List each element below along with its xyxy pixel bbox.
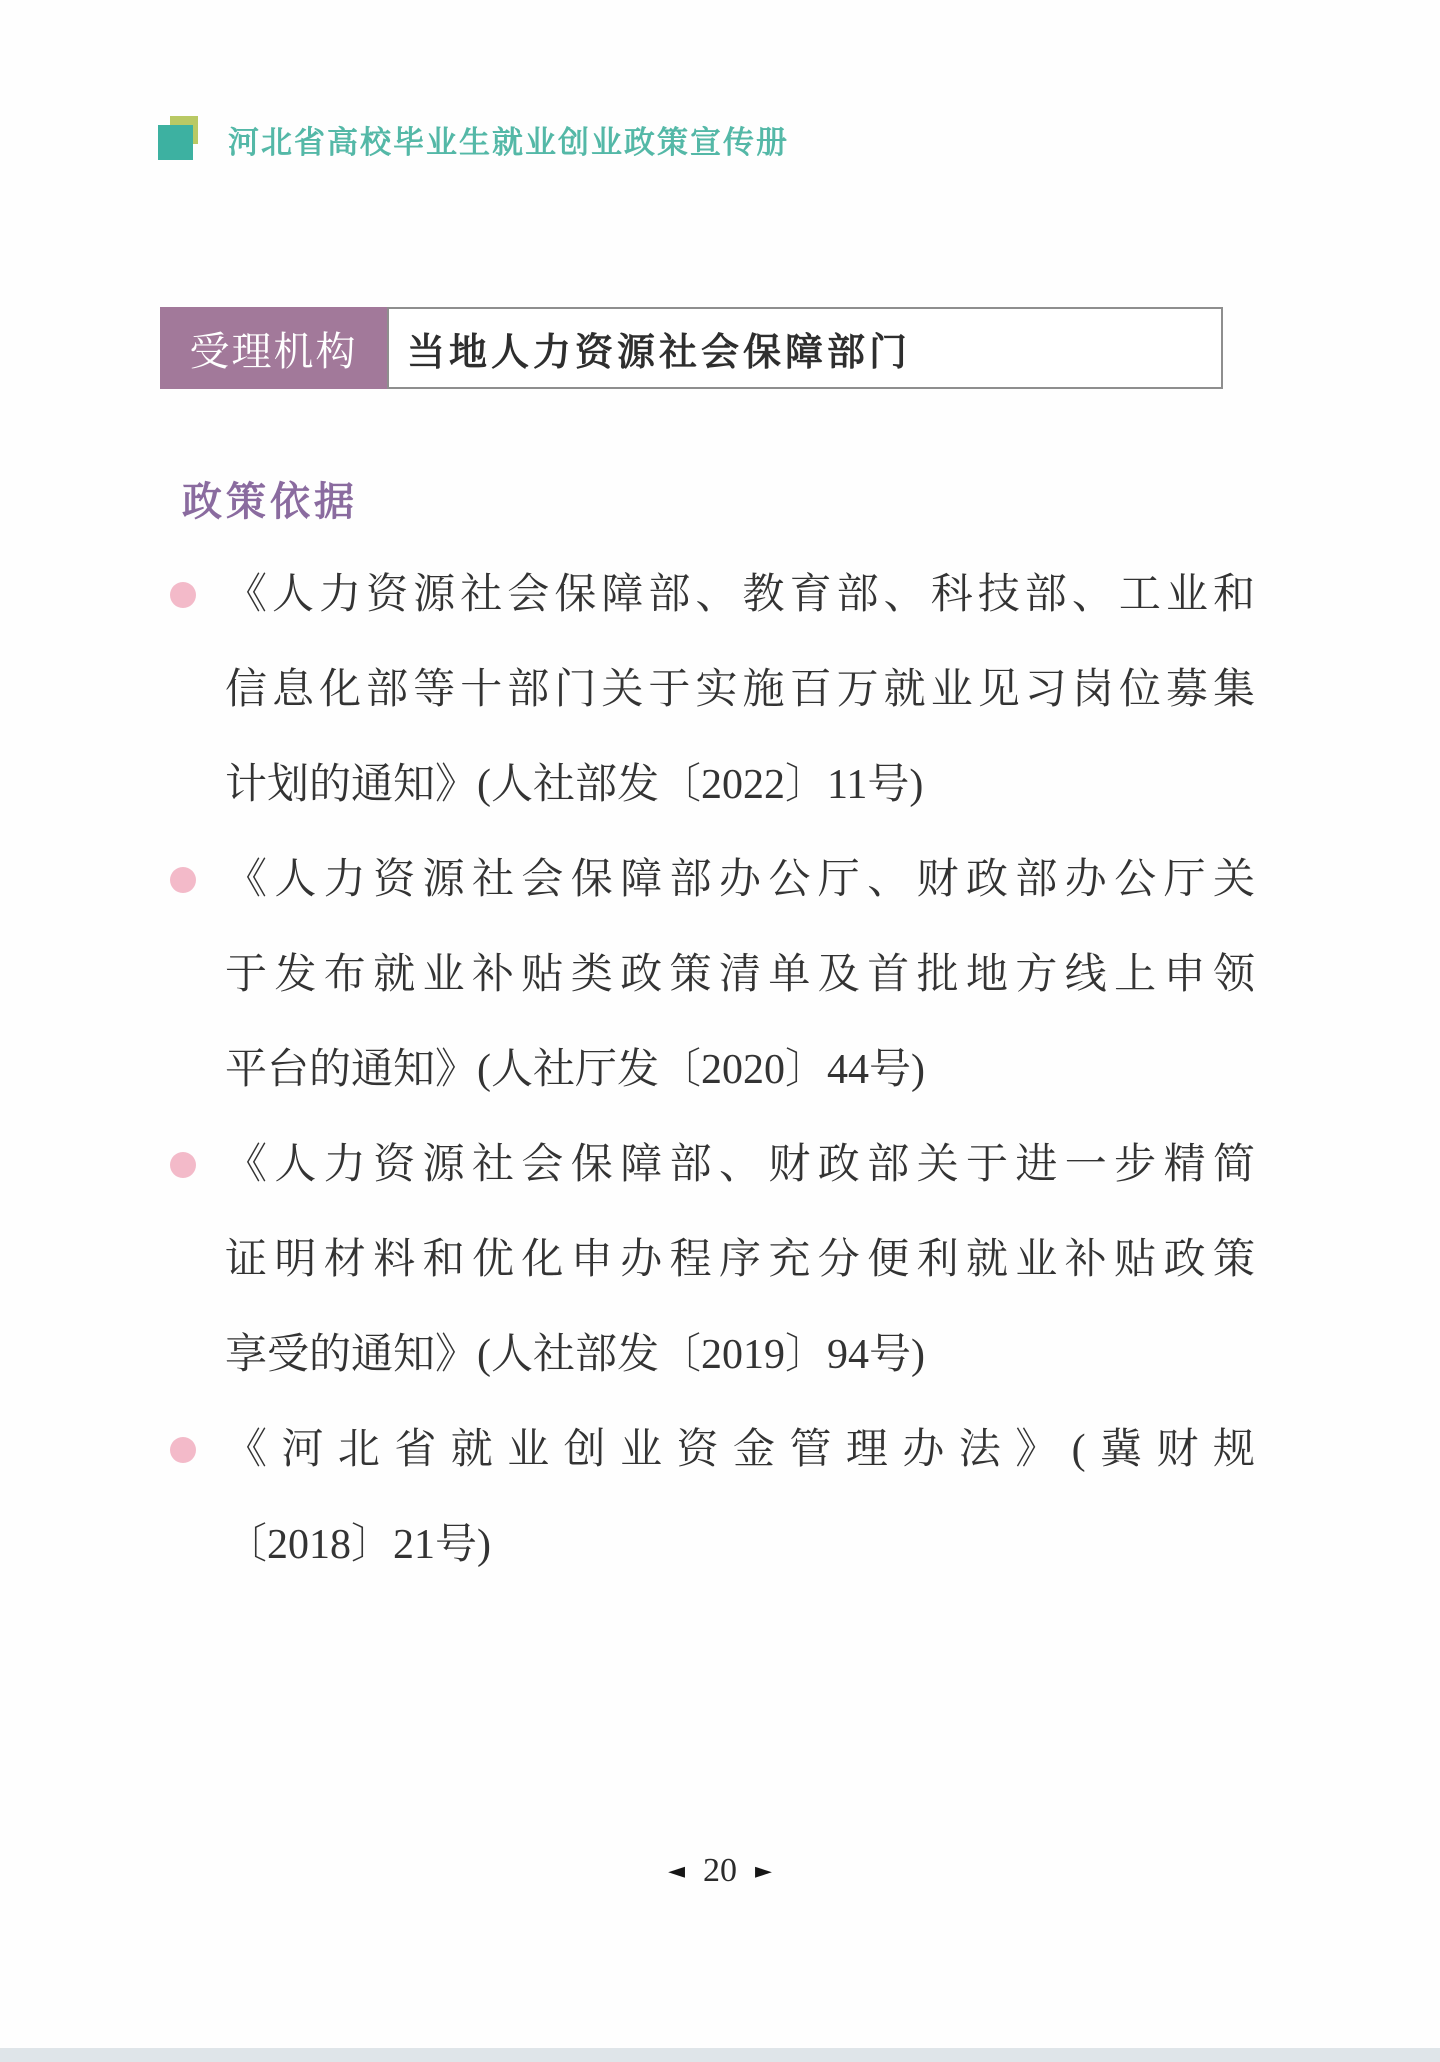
bullet-icon (170, 1152, 196, 1178)
policy-item-3 (225, 1118, 1255, 1403)
bullet-icon (170, 1437, 196, 1463)
prev-page-icon: ◄ (668, 1858, 685, 1884)
accepting-agency-row (160, 307, 1223, 389)
accepting-agency-value: 当地人力资源社会保障部门 (407, 331, 912, 374)
page-footer (0, 1852, 1440, 1890)
policy-line: 《人力资源社会保障部、教育部、科技部、工业和 (225, 572, 1255, 618)
accepting-agency-label: 受理机构 (160, 307, 387, 389)
policy-line: 《河北省就业创业资金管理办法》(冀财规 (225, 1427, 1255, 1473)
policy-line: 《人力资源社会保障部、财政部关于进一步精简 (225, 1142, 1255, 1188)
policy-line: 证明材料和优化申办程序充分便利就业补贴政策 (225, 1237, 1255, 1283)
policy-line: 《人力资源社会保障部办公厅、财政部办公厅关 (225, 857, 1255, 903)
policy-line: 〔2018〕21号) (225, 1522, 491, 1568)
page-number: 20 (703, 1852, 737, 1889)
booklet-logo-icon (158, 116, 204, 162)
booklet-header (158, 116, 789, 162)
booklet-title: 河北省高校毕业生就业创业政策宣传册 (228, 124, 789, 160)
bullet-icon (170, 867, 196, 893)
policy-line: 计划的通知》(人社部发〔2022〕11号) (225, 762, 924, 808)
policy-line: 享受的通知》(人社部发〔2019〕94号) (225, 1332, 925, 1378)
policy-item-4 (225, 1403, 1255, 1593)
policy-line: 于发布就业补贴类政策清单及首批地方线上申领 (225, 952, 1255, 998)
policy-item-1 (225, 548, 1255, 833)
page-bottom-edge (0, 2048, 1440, 2062)
logo-front-square (158, 125, 193, 160)
policy-list (225, 548, 1255, 1593)
policy-item-2 (225, 833, 1255, 1118)
bullet-icon (170, 582, 196, 608)
policy-line: 平台的通知》(人社厅发〔2020〕44号) (225, 1047, 925, 1093)
accepting-agency-value-box (387, 307, 1223, 389)
next-page-icon: ► (755, 1858, 772, 1884)
policy-basis-heading: 政策依据 (182, 480, 358, 524)
policy-line: 信息化部等十部门关于实施百万就业见习岗位募集 (225, 667, 1255, 713)
